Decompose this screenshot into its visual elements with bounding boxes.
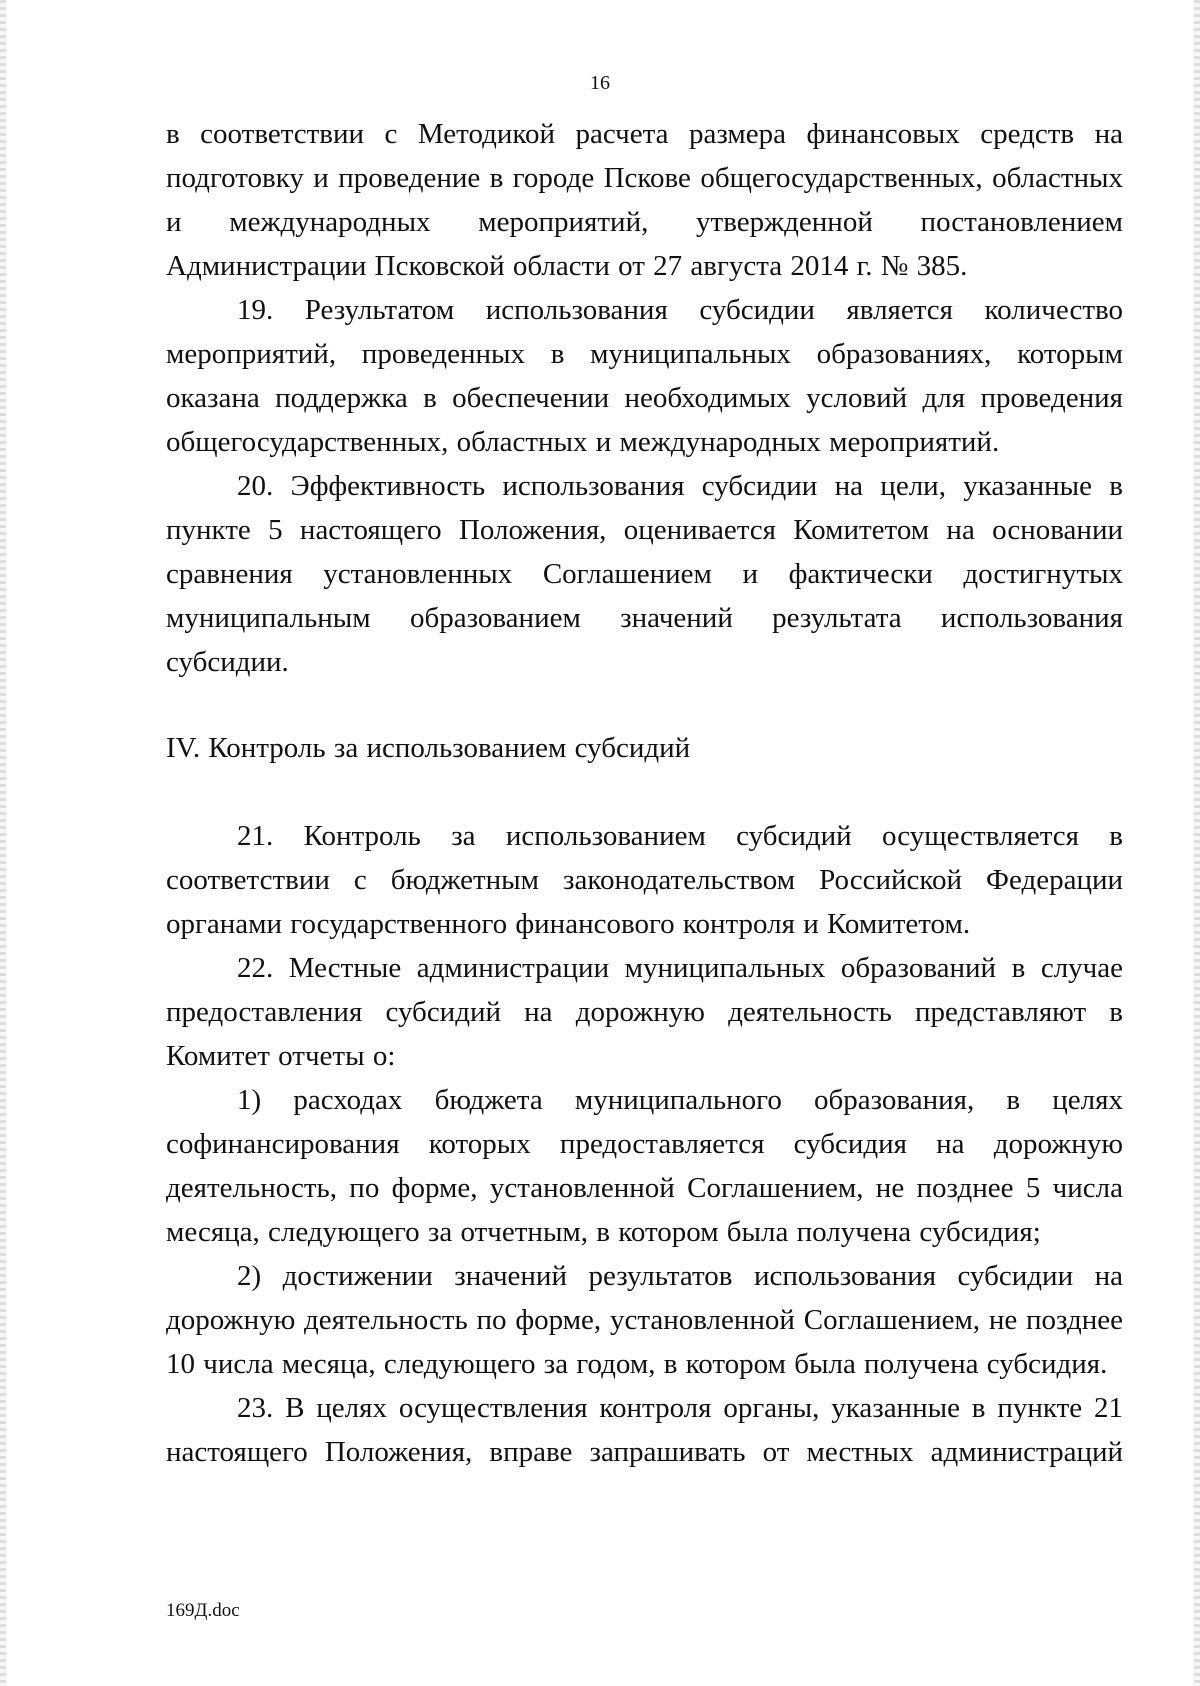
paragraph-22-item-2: 2) достижении значений результатов использования субсидии на дорожную деятельность по форме, установленной Соглашением, не позднее 10 числа месяца, следующего за годом, в котором была получена субсидия. xyxy=(166,1260,1123,1380)
paragraph-22: 22. Местные администрации муниципальных образований в случае предоставления субсидий на дорожную деятельность представляют в Комитет отчеты о: xyxy=(166,952,1123,1072)
paragraph-19: 19. Результатом использования субсидии является количество мероприятий, проведенных в муниципальных образованиях, которым оказана поддержка в обеспечении необходимых условий для проведения общегосударственных, областных и международных мероприятий. xyxy=(166,294,1123,458)
page-number: 16 xyxy=(590,72,610,94)
paragraph-22-item-1: 1) расходах бюджета муниципального образования, в целях софинансирования которых предоставляется субсидия на дорожную деятельность, по форме, установленной Соглашением, не позднее 5 числа месяца, следующего за отчетным, в котором была получена субсидия; xyxy=(166,1084,1123,1248)
file-name-footer: 169Д.doc xyxy=(166,1600,240,1621)
paragraph-20: 20. Эффективность использования субсидии на цели, указанные в пункте 5 настоящего Положения, оценивается Комитетом на основании сравнения установленных Соглашением и фактически достигнутых муниципальным образованием значений результата использования субсидии. xyxy=(166,470,1123,678)
section-heading: IV. Контроль за использованием субсидий xyxy=(166,732,691,764)
document-body xyxy=(166,112,1123,1474)
scan-edge-right xyxy=(1194,0,1200,1686)
paragraph-21: 21. Контроль за использованием субсидий осуществляется в соответствии с бюджетным законодательством Российской Федерации органами государственного финансового контроля и Комитетом. xyxy=(166,820,1123,940)
paragraph-continuation: в соответствии с Методикой расчета размера финансовых средств на подготовку и проведение в городе Пскове общегосударственных, областных и международных мероприятий, утвержденной постановлением Администрации Псковской области от 27 августа 2014 г. № 385. xyxy=(166,118,1123,282)
paragraph-23: 23. В целях осуществления контроля органы, указанные в пункте 21 настоящего Положения, вправе запрашивать от местных администраций xyxy=(166,1392,1123,1468)
scan-edge-left xyxy=(0,0,6,1686)
